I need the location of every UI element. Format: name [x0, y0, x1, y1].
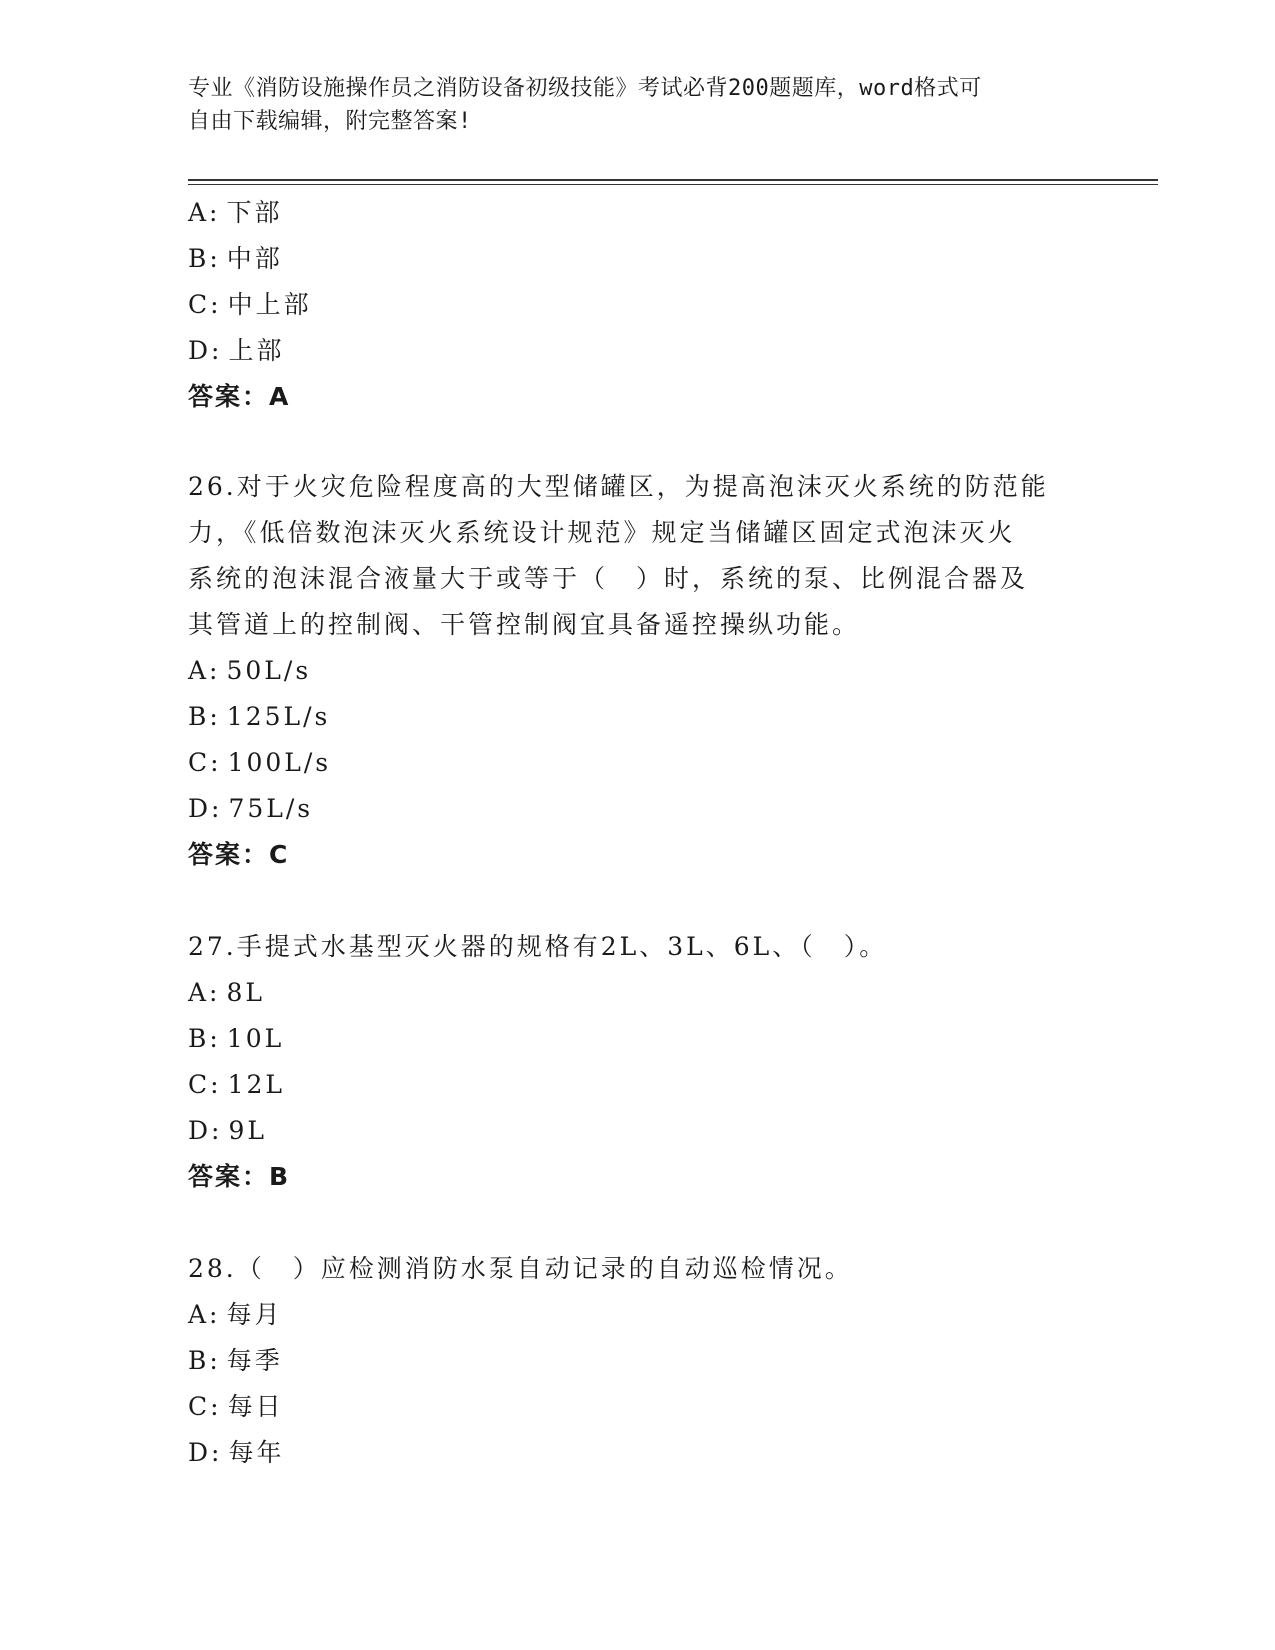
header-divider-thick [188, 179, 1158, 181]
question-text-line: 26.对于火灾危险程度高的大型储罐区，为提高泡沫灭火系统的防范能 [188, 472, 1049, 501]
option-a: A: 50L/s [188, 656, 312, 685]
answer-label: 答案：A [188, 382, 291, 411]
answer-label: 答案：B [188, 1162, 291, 1191]
header-line-2: 自由下载编辑，附完整答案! [188, 109, 472, 134]
answer-label: 答案：C [188, 840, 290, 869]
spacer [188, 878, 1088, 924]
question-text-line: 27.手提式水基型灭火器的规格有2L、3L、6L、（ ）。 [188, 932, 888, 961]
option-d: D: 75L/s [188, 794, 314, 823]
option-b: B: 每季 [188, 1346, 283, 1375]
document-header [188, 72, 1068, 138]
question-27 [188, 924, 1088, 1200]
spacer [188, 1200, 1088, 1246]
question-list [188, 190, 1088, 1476]
question-text-line: 28.（ ）应检测消防水泵自动记录的自动巡检情况。 [188, 1254, 853, 1283]
option-d: D: 9L [188, 1116, 267, 1145]
question-26 [188, 464, 1088, 878]
option-d: D: 上部 [188, 336, 285, 365]
option-a: A: 8L [188, 978, 265, 1007]
question-text-line: 力，《低倍数泡沫灭火系统设计规范》规定当储罐区固定式泡沫灭火 [188, 518, 1016, 547]
option-b: B: 中部 [188, 244, 283, 273]
spacer [188, 420, 1088, 464]
option-c: C: 中上部 [188, 290, 312, 319]
option-a: A: 每月 [188, 1300, 283, 1329]
option-c: C: 12L [188, 1070, 285, 1099]
option-d: D: 每年 [188, 1438, 285, 1467]
header-line-1: 专业《消防设施操作员之消防设备初级技能》考试必背200题题库，word格式可 [188, 76, 982, 101]
option-b: B: 125L/s [188, 702, 331, 731]
question-25 [188, 190, 1088, 420]
option-c: C: 每日 [188, 1392, 284, 1421]
option-c: C: 100L/s [188, 748, 332, 777]
header-divider-thin [188, 184, 1158, 185]
option-a: A: 下部 [188, 198, 283, 227]
question-text-line: 系统的泡沫混合液量大于或等于（ ）时，系统的泵、比例混合器及 [188, 564, 1029, 593]
question-28 [188, 1246, 1088, 1476]
question-text-line: 其管道上的控制阀、干管控制阀宜具备遥控操纵功能。 [188, 610, 861, 639]
option-b: B: 10L [188, 1024, 285, 1053]
